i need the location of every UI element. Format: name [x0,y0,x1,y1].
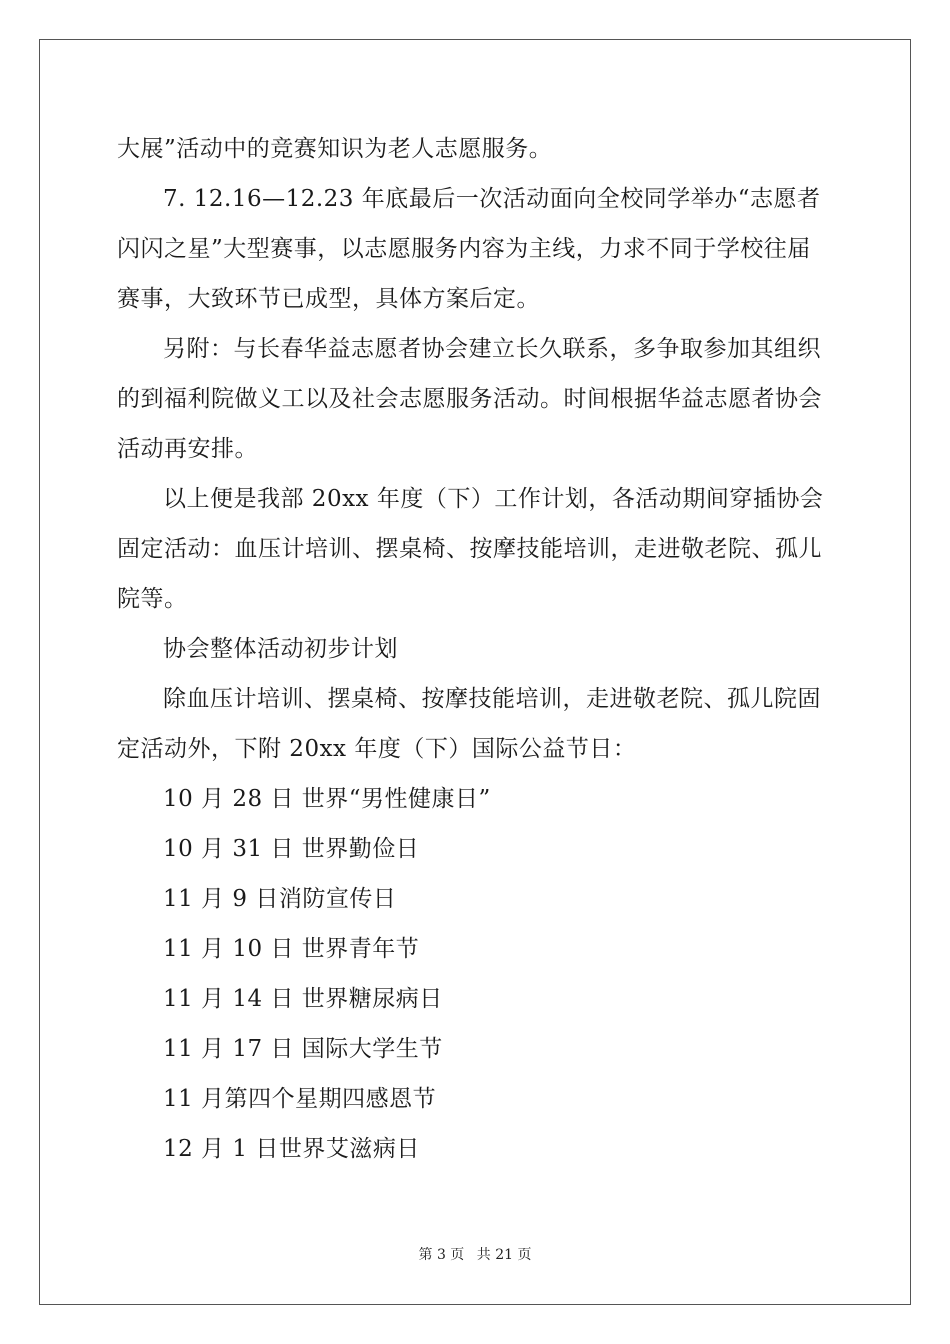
list-item: 11 月 17 日 国际大学生节 [163,1036,443,1062]
text-line-6: 的到福利院做义工以及社会志愿服务活动。时间根据华益志愿者协会 [117,386,822,412]
section-heading: 协会整体活动初步计划 [163,636,398,662]
text-line-9: 固定活动：血压计培训、摆桌椅、按摩技能培训，走进敬老院、孤儿 [117,536,822,562]
page-footer [0,1246,950,1264]
list-item: 11 月 10 日 世界青年节 [163,936,420,962]
text-line-2: 7. 12.16—12.23 年底最后一次活动面向全校同学举办“志愿者 [163,186,821,212]
text-line-10: 院等。 [117,586,188,612]
text-line-1: 大展”活动中的竞赛知识为老人志愿服务。 [117,136,553,162]
list-item: 11 月 9 日消防宣传日 [163,886,397,912]
text-line-4: 赛事，大致环节已成型，具体方案后定。 [117,286,540,312]
text-line-7: 活动再安排。 [117,436,258,462]
text-line-13: 定活动外，下附 20xx 年度（下）国际公益节日： [117,736,637,762]
page-number: 第 3 页 [418,1247,465,1263]
page-border [39,39,911,1305]
list-item: 12 月 1 日世界艾滋病日 [163,1136,420,1162]
page-total: 共 21 页 [476,1247,532,1263]
list-item: 10 月 31 日 世界勤俭日 [163,836,420,862]
text-line-3: 闪闪之星”大型赛事，以志愿服务内容为主线，力求不同于学校往届 [117,236,811,262]
text-line-8: 以上便是我部 20xx 年度（下）工作计划，各活动期间穿插协会 [163,486,824,512]
list-item: 10 月 28 日 世界“男性健康日” [163,786,491,812]
text-line-5: 另附：与长春华益志愿者协会建立长久联系，多争取参加其组织 [163,336,821,362]
list-item: 11 月第四个星期四感恩节 [163,1086,437,1112]
text-line-12: 除血压计培训、摆桌椅、按摩技能培训，走进敬老院、孤儿院固 [163,686,821,712]
list-item: 11 月 14 日 世界糖尿病日 [163,986,443,1012]
